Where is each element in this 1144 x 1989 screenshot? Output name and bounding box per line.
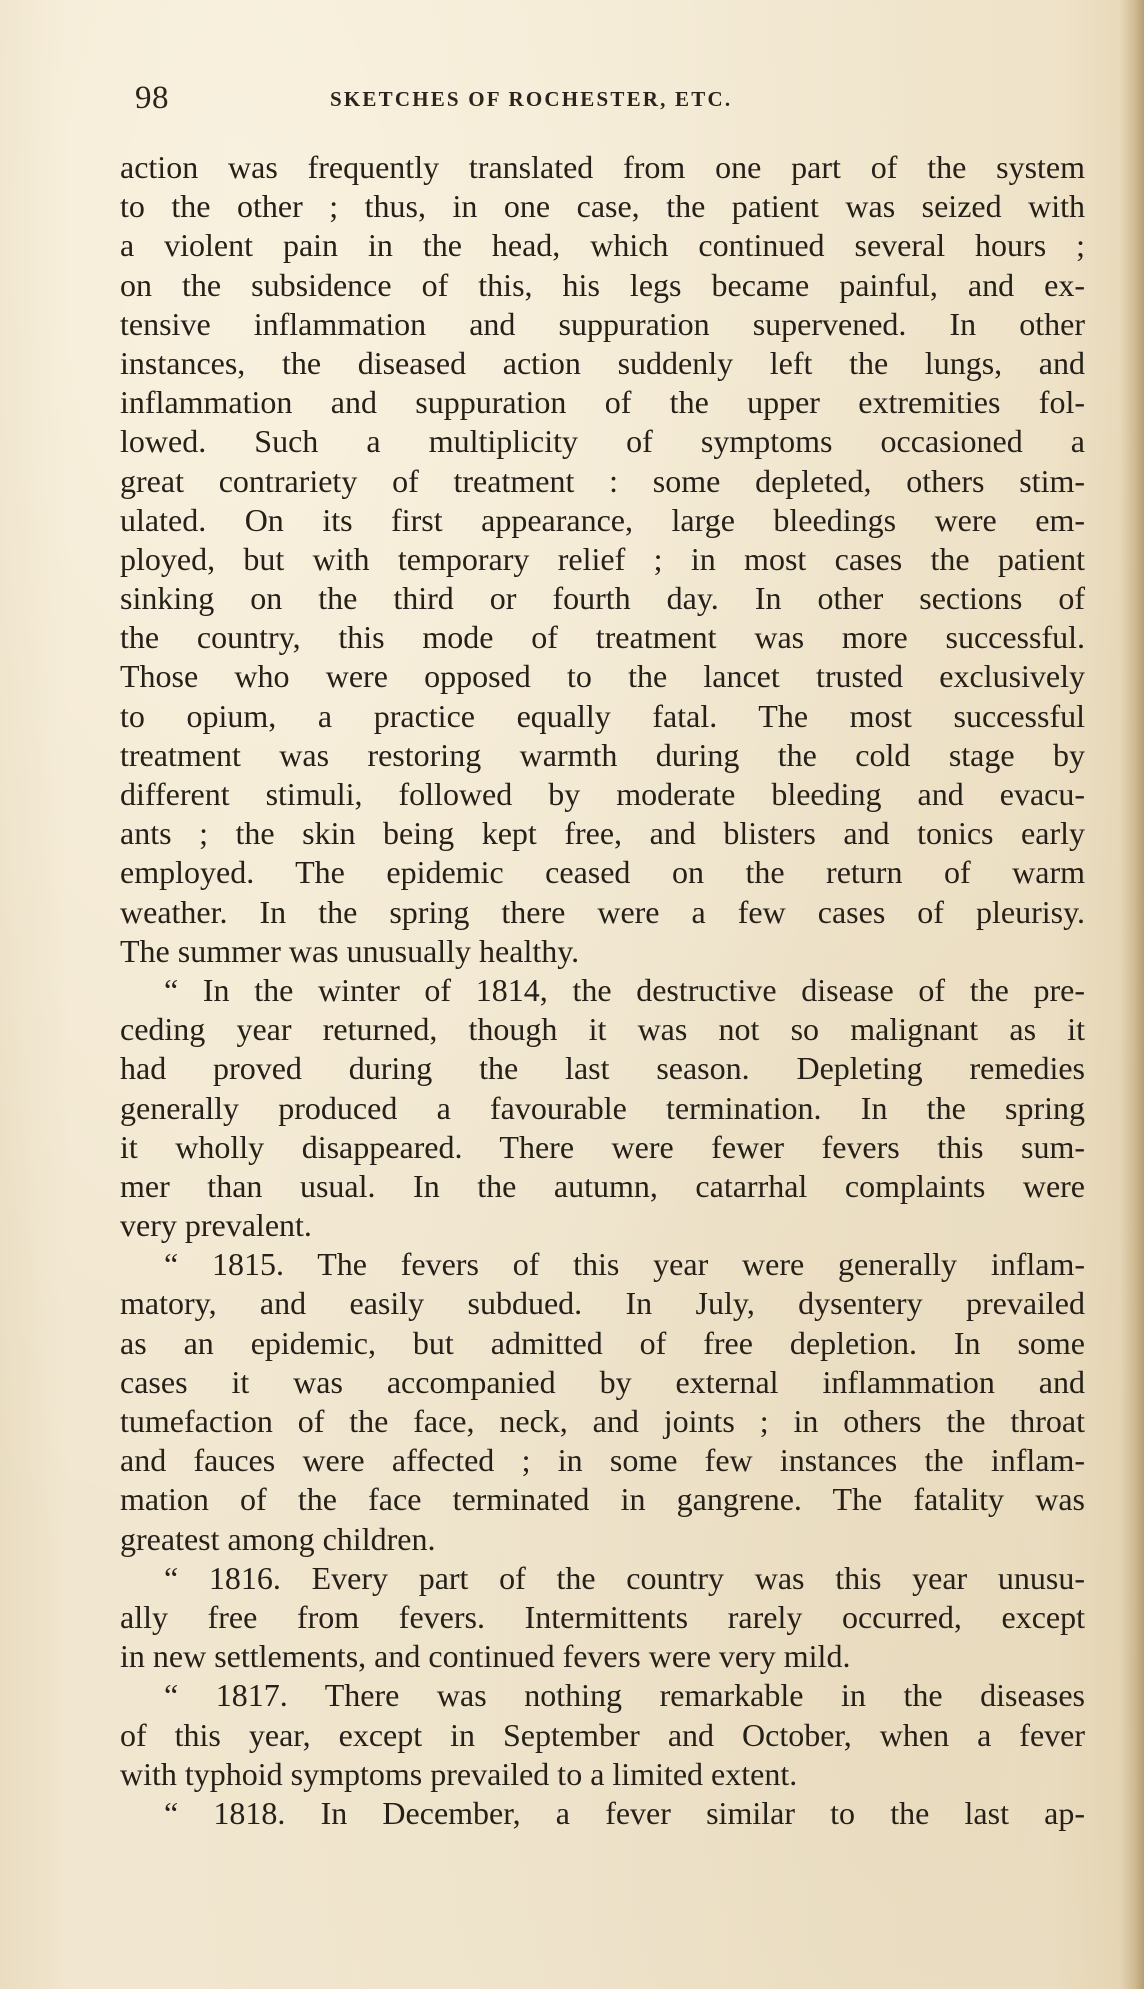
text-line: as an epidemic, but admitted of free depletion. In some <box>120 1324 1085 1361</box>
paragraph-start-line: “ 1817. There was nothing remarkable in the diseases <box>164 1677 1085 1714</box>
text-line: the country, this mode of treatment was more successful. <box>120 619 1085 656</box>
body-text <box>120 148 1085 1833</box>
text-line: inflammation and suppuration of the upper extremities fol- <box>120 384 1085 421</box>
text-line: greatest among children. <box>120 1520 436 1557</box>
text-line: had proved during the last season. Depleting remedies <box>120 1050 1085 1087</box>
text-line: weather. In the spring there were a few cases of pleurisy. <box>120 893 1085 930</box>
page-gutter-shadow <box>1120 0 1144 1989</box>
paragraph-start-line: “ 1816. Every part of the country was this year unusu- <box>164 1559 1085 1596</box>
text-line: great contrariety of treatment : some depleted, others stim- <box>120 462 1085 499</box>
text-line: in new settlements, and continued fevers were very mild. <box>120 1638 851 1675</box>
text-line: cases it was accompanied by external inflammation and <box>120 1363 1085 1400</box>
text-line: very prevalent. <box>120 1207 312 1244</box>
text-line: different stimuli, followed by moderate bleeding and evacu- <box>120 776 1085 812</box>
page-number: 98 <box>135 80 169 116</box>
text-line: treatment was restoring warmth during the cold stage by <box>120 736 1085 773</box>
running-header <box>135 80 1085 130</box>
text-line: of this year, except in September and October, when a fever <box>120 1716 1085 1753</box>
paragraph-start-line: “ 1815. The fevers of this year were generally inflam- <box>164 1246 1085 1283</box>
text-line: ants ; the skin being kept free, and blisters and tonics early <box>120 815 1085 852</box>
text-line: ployed, but with temporary relief ; in most cases the patient <box>120 540 1085 577</box>
paragraph-start-line: “ In the winter of 1814, the destructive disease of the pre- <box>164 971 1085 1008</box>
text-line: and fauces were affected ; in some few instances the inflam- <box>120 1442 1085 1479</box>
text-line: to the other ; thus, in one case, the patient was seized with <box>120 188 1085 225</box>
text-line: instances, the diseased action suddenly left the lungs, and <box>120 344 1085 381</box>
text-line: sinking on the third or fourth day. In other sections of <box>120 580 1085 617</box>
text-line: Those who were opposed to the lancet trusted exclusively <box>120 658 1085 695</box>
text-line: a violent pain in the head, which continued several hours ; <box>120 227 1085 264</box>
text-line: mer than usual. In the autumn, catarrhal complaints were <box>120 1167 1085 1204</box>
text-line: The summer was unusually healthy. <box>120 932 580 969</box>
text-line: to opium, a practice equally fatal. The most successful <box>120 697 1085 734</box>
text-line: tensive inflammation and suppuration supervened. In other <box>120 305 1085 342</box>
paragraph-start-line: “ 1818. In December, a fever similar to the last ap- <box>164 1794 1085 1831</box>
text-line: action was frequently translated from one part of the system <box>120 149 1085 185</box>
text-line: employed. The epidemic ceased on the return of warm <box>120 854 1085 891</box>
text-line: ceding year returned, though it was not so malignant as it <box>120 1011 1085 1048</box>
text-line: lowed. Such a multiplicity of symptoms occasioned a <box>120 423 1085 460</box>
text-line: matory, and easily subdued. In July, dysentery prevailed <box>120 1285 1085 1322</box>
text-line: with typhoid symptoms prevailed to a limited extent. <box>120 1755 798 1792</box>
text-line: tumefaction of the face, neck, and joints ; in others the throat <box>120 1403 1085 1439</box>
text-line: mation of the face terminated in gangrene. The fatality was <box>120 1481 1085 1518</box>
text-line: ally free from fevers. Intermittents rarely occurred, except <box>120 1598 1085 1635</box>
text-line: it wholly disappeared. There were fewer fevers this sum- <box>120 1128 1085 1165</box>
running-title: SKETCHES OF ROCHESTER, ETC. <box>330 87 733 111</box>
text-line: ulated. On its first appearance, large bleedings were em- <box>120 501 1085 538</box>
text-line: on the subsidence of this, his legs became painful, and ex- <box>120 266 1085 303</box>
text-line: generally produced a favourable termination. In the spring <box>120 1089 1085 1126</box>
